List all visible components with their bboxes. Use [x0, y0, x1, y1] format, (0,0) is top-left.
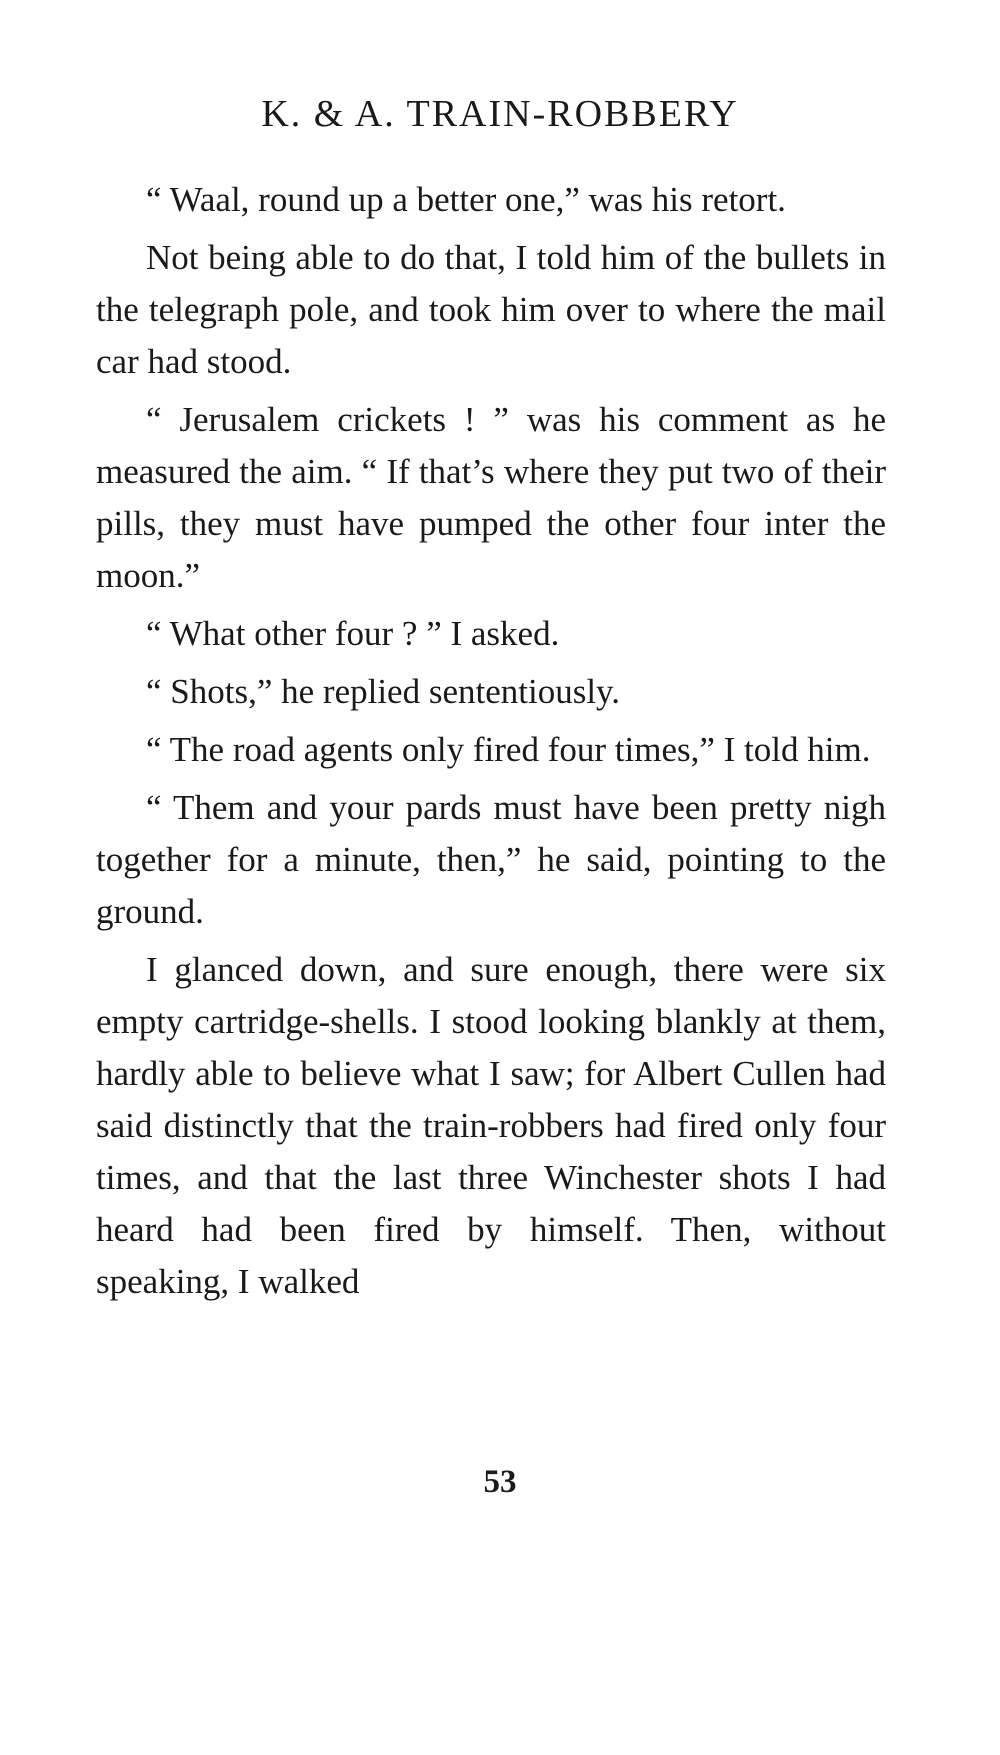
paragraph-7: “ Them and your pards must have been pretty nigh together for a minute, then,” he said, pointing to the ground.: [96, 788, 886, 931]
page-number: 53: [483, 1464, 517, 1500]
paragraph-2: Not being able to do that, I told him of the bullets in the telegraph pole, and took him over to where the mail car had stood.: [96, 238, 886, 381]
paragraph-3: “ Jerusalem crickets ! ” was his comment as he measured the aim. “ If that’s where they put two of their pills, they must have pumped the other four inter the moon.”: [96, 400, 886, 595]
running-head: K. & A. TRAIN-ROBBERY: [261, 93, 739, 135]
paragraph-5: “ Shots,” he replied sententiously.: [146, 672, 621, 711]
paragraph-1: “ Waal, round up a better one,” was his retort.: [146, 180, 786, 219]
body-text: [96, 174, 886, 1314]
paragraph-4: “ What other four ? ” I asked.: [146, 614, 560, 653]
paragraph-8: I glanced down, and sure enough, there were six empty cartridge-shells. I stood looking blankly at them, hardly able to believe what I saw; for Albert Cullen had said distinctly that the train-robbers had fired only four times, and that the last three Winchester shots I had heard had been fired by himself. Then, without speaking, I walked: [96, 950, 886, 1301]
paragraph-6: “ The road agents only fired four times,” I told him.: [146, 730, 871, 769]
